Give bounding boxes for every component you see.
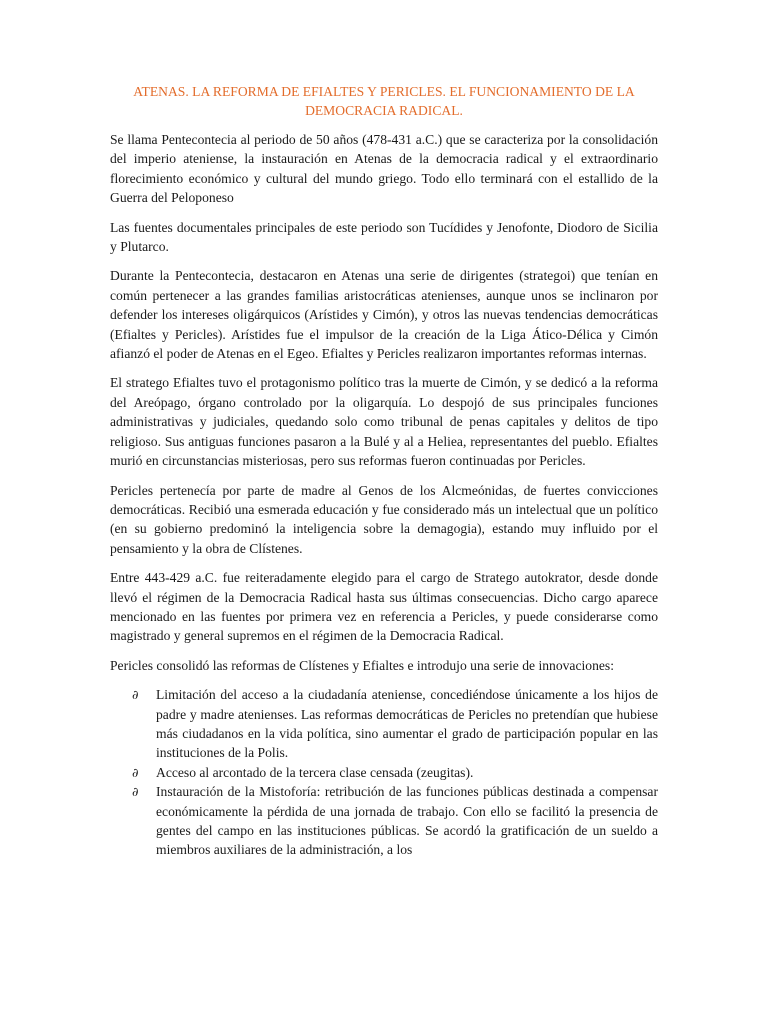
document-title: ATENAS. LA REFORMA DE EFIALTES Y PERICLES. EL FUNCIONAMIENTO DE LA DEMOCRACIA RADICAL. xyxy=(133,84,635,118)
paragraph-leaders: Durante la Pentecontecia, destacaron en Atenas una serie de dirigentes (strategoi) que tenían en común pertenecer a las grandes familias aristocráticas atenienses, aunque unos se inclinaron por defender los intereses oligárquicos (Arístides y Cimón), y otros las nuevas tendencias democráticas (Efialtes y Pericles). Arístides fue el impulsor de la creación de la Liga Ático-Délica y Cimón afianzó el poder de Atenas en el Egeo. Efialtes y Pericles realizaron importantes reformas internas. xyxy=(110,268,658,362)
bullet-symbol-icon: ∂ xyxy=(132,687,139,703)
paragraph-innovations-intro: Pericles consolidó las reformas de Clístenes y Efialtes e introdujo una serie de innovaciones: xyxy=(110,657,614,673)
list-item-text: Instauración de la Mistoforía: retribución de las funciones públicas destinada a compensar económicamente la pérdida de una jornada de trabajo. Con ello se facilitó la presencia de gentes del campo en las instituciones públicas. Se acordó la gratificación de un sueldo a miembros auxiliares de la administración, a los xyxy=(156,784,658,858)
list-item xyxy=(110,782,658,860)
list-item xyxy=(110,763,658,782)
paragraph-sources: Las fuentes documentales principales de este periodo son Tucídides y Jenofonte, Diodoro de Sicilia y Plutarco. xyxy=(110,219,658,255)
list-item xyxy=(110,685,658,763)
paragraph-efialtes: El stratego Efialtes tuvo el protagonismo político tras la muerte de Cimón, y se dedicó a la reforma del Areópago, órgano controlado por la oligarquía. Lo despojó de sus principales funciones administrativas y judiciales, quedando solo como tribunal de penas capitales y delitos de tipo religioso. Sus antiguas funciones pasaron a la Bulé y al a Heliea, representantes del pueblo. Efialtes murió en circunstancias misteriosas, pero sus reformas fueron continuadas por Pericles. xyxy=(110,375,658,469)
paragraph-pentecontecia: Se llama Pentecontecia al periodo de 50 años (478-431 a.C.) que se caracteriza por la consolidación del imperio ateniense, la instauración en Atenas de la democracia radical y el extraordinario florecimiento económico y cultural del mundo griego. Todo ello terminará con el estallido de la Guerra del Peloponeso xyxy=(110,132,658,206)
bullet-symbol-icon: ∂ xyxy=(132,784,139,800)
innovations-list xyxy=(110,685,658,860)
paragraph-stratego-autokrator: Entre 443-429 a.C. fue reiteradamente elegido para el cargo de Stratego autokrator, desde donde llevó el régimen de la Democracia Radical hasta sus últimas consecuencias. Dicho cargo aparece mencionado en las fuentes por primera vez en referencia a Pericles, y puede considerarse como magistrado y general supremos en el régimen de la Democracia Radical. xyxy=(110,570,658,644)
bullet-symbol-icon: ∂ xyxy=(132,764,139,780)
list-item-text: Acceso al arcontado de la tercera clase censada (zeugitas). xyxy=(156,764,474,780)
list-item-text: Limitación del acceso a la ciudadanía ateniense, concediéndose únicamente a los hijos de padre y madre atenienses. Las reformas democráticas de Pericles no pretendían que hubiese más ciudadanos en la vida política, sino aumentar el grado de participación popular en las instituciones de la Polis. xyxy=(156,687,658,761)
paragraph-pericles-origin: Pericles pertenecía por parte de madre al Genos de los Alcmeónidas, de fuertes convicciones democráticas. Recibió una esmerada educación y fue considerado más un intelectual que un político (en su gobierno predominó la inteligencia sobre la demagogia), estando muy influido por el pensamiento y la obra de Clístenes. xyxy=(110,482,658,556)
document-page xyxy=(110,82,658,860)
